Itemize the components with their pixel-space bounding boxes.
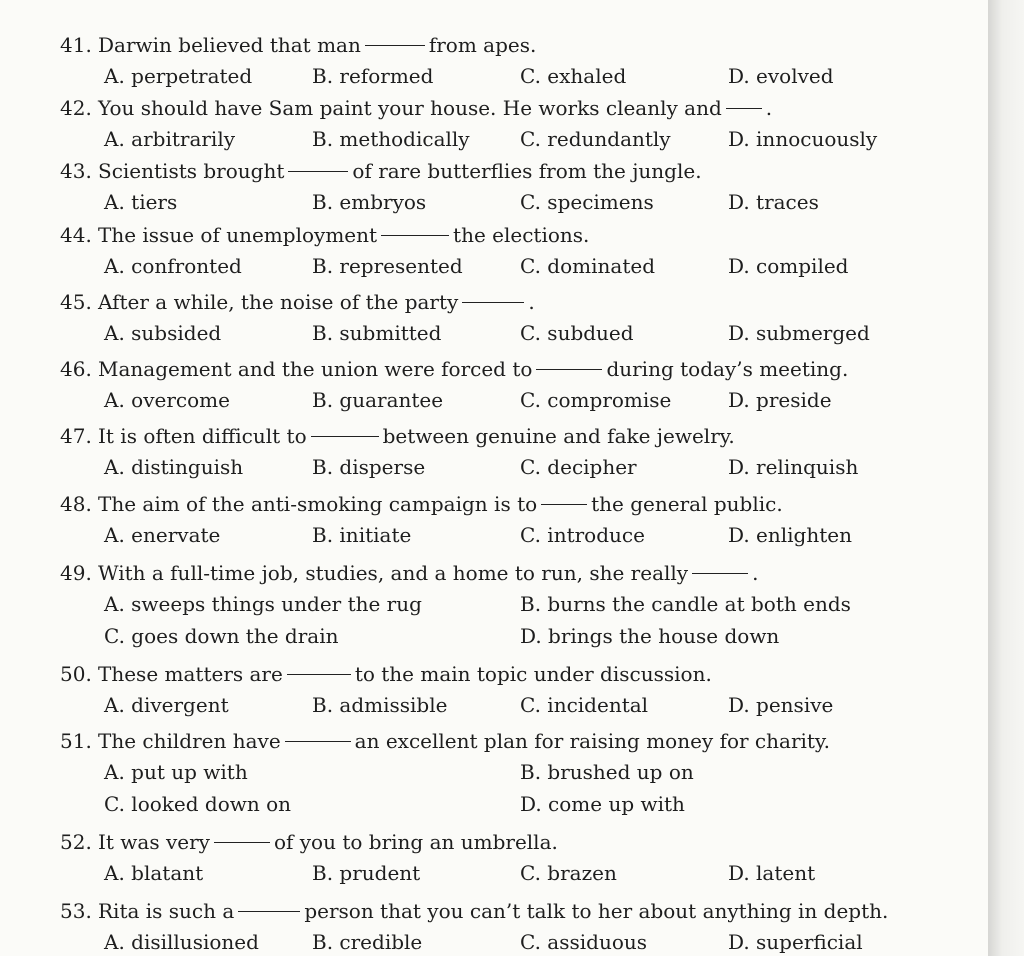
option-b: B. disperse xyxy=(312,455,426,479)
answer-blank xyxy=(365,45,425,46)
stem-before-blank: The aim of the anti-smoking campaign is to xyxy=(98,492,538,516)
option-a: A. divergent xyxy=(104,693,229,717)
answer-blank xyxy=(381,235,449,236)
stem-before-blank: The children have xyxy=(98,729,281,753)
options-row xyxy=(60,519,960,551)
option-c: C. specimens xyxy=(520,190,654,214)
stem-after-blank: . xyxy=(752,561,759,585)
options-block xyxy=(60,756,960,820)
option-c: C. assiduous xyxy=(520,930,648,954)
stem-before-blank: Rita is such a xyxy=(98,899,235,923)
options-row xyxy=(60,384,960,416)
options-block xyxy=(60,588,960,652)
option-c: C. decipher xyxy=(520,455,637,479)
option-d: D. preside xyxy=(728,388,832,412)
option-c: C. goes down the drain xyxy=(104,624,339,648)
question-46 xyxy=(60,354,960,416)
options-row xyxy=(60,123,960,155)
question-stem xyxy=(60,421,960,451)
option-c: C. redundantly xyxy=(520,127,671,151)
option-a: A. confronted xyxy=(104,254,242,278)
stem-after-blank: from apes. xyxy=(428,33,537,57)
stem-after-blank: to the main topic under discussion. xyxy=(354,662,712,686)
answer-blank xyxy=(287,674,351,675)
stem-after-blank: an excellent plan for raising money for charity. xyxy=(354,729,830,753)
question-stem xyxy=(60,354,960,384)
question-number: 53. xyxy=(60,899,92,923)
answer-blank xyxy=(462,302,524,303)
options-row xyxy=(60,250,960,282)
option-d: D. submerged xyxy=(728,321,870,345)
option-b: B. represented xyxy=(312,254,463,278)
stem-before-blank: You should have Sam paint your house. He works cleanly and xyxy=(98,96,722,120)
answer-blank xyxy=(726,108,762,109)
page-edge-shadow xyxy=(988,0,1024,956)
question-stem xyxy=(60,30,960,60)
option-d: D. pensive xyxy=(728,693,834,717)
stem-after-blank: . xyxy=(528,290,535,314)
option-a: A. distinguish xyxy=(104,455,244,479)
option-d: D. traces xyxy=(728,190,819,214)
option-c: C. introduce xyxy=(520,523,645,547)
option-b: B. prudent xyxy=(312,861,421,885)
answer-blank xyxy=(311,436,379,437)
stem-before-blank: Scientists brought xyxy=(98,159,285,183)
stem-before-blank: These matters are xyxy=(98,662,283,686)
option-d: D. superficial xyxy=(728,930,863,954)
stem-after-blank: the general public. xyxy=(591,492,783,516)
question-stem xyxy=(60,726,960,756)
question-number: 47. xyxy=(60,424,92,448)
stem-before-blank: It was very xyxy=(98,830,210,854)
question-number: 50. xyxy=(60,662,92,686)
stem-before-blank: Darwin believed that man xyxy=(98,33,361,57)
stem-before-blank: With a full-time job, studies, and a home to run, she really xyxy=(98,561,689,585)
question-44 xyxy=(60,220,960,282)
option-a: A. overcome xyxy=(104,388,230,412)
question-49 xyxy=(60,558,960,652)
option-d: D. latent xyxy=(728,861,816,885)
answer-blank xyxy=(285,741,351,742)
question-stem xyxy=(60,287,960,317)
question-number: 52. xyxy=(60,830,92,854)
option-a: A. blatant xyxy=(104,861,204,885)
question-48 xyxy=(60,489,960,551)
option-c: C. incidental xyxy=(520,693,649,717)
option-a: A. tiers xyxy=(104,190,178,214)
option-a: A. perpetrated xyxy=(104,64,253,88)
answer-blank xyxy=(238,911,300,912)
option-c: C. exhaled xyxy=(520,64,627,88)
question-stem xyxy=(60,93,960,123)
answer-blank xyxy=(536,369,602,370)
options-row xyxy=(60,689,960,721)
question-number: 46. xyxy=(60,357,92,381)
question-number: 43. xyxy=(60,159,92,183)
option-c: C. looked down on xyxy=(104,792,292,816)
option-d: D. brings the house down xyxy=(520,624,780,648)
question-stem xyxy=(60,558,960,588)
question-number: 44. xyxy=(60,223,92,247)
option-b: B. brushed up on xyxy=(520,760,694,784)
stem-after-blank: of you to bring an umbrella. xyxy=(273,830,558,854)
options-row xyxy=(60,926,960,956)
question-41 xyxy=(60,30,960,92)
question-number: 49. xyxy=(60,561,92,585)
option-d: D. enlighten xyxy=(728,523,852,547)
options-row xyxy=(60,317,960,349)
option-d: D. come up with xyxy=(520,792,685,816)
question-number: 45. xyxy=(60,290,92,314)
question-stem xyxy=(60,156,960,186)
question-47 xyxy=(60,421,960,483)
option-b: B. burns the candle at both ends xyxy=(520,592,851,616)
option-c: C. subdued xyxy=(520,321,634,345)
options-row xyxy=(60,451,960,483)
option-a: A. arbitrarily xyxy=(104,127,236,151)
question-51 xyxy=(60,726,960,820)
option-b: B. submitted xyxy=(312,321,442,345)
stem-after-blank: of rare butterflies from the jungle. xyxy=(352,159,702,183)
option-d: D. evolved xyxy=(728,64,834,88)
option-a: A. enervate xyxy=(104,523,221,547)
question-number: 51. xyxy=(60,729,92,753)
stem-after-blank: the elections. xyxy=(453,223,590,247)
stem-before-blank: Management and the union were forced to xyxy=(98,357,533,381)
question-50 xyxy=(60,659,960,721)
option-d: D. compiled xyxy=(728,254,849,278)
question-stem xyxy=(60,827,960,857)
option-c: C. brazen xyxy=(520,861,617,885)
option-b: B. admissible xyxy=(312,693,448,717)
stem-before-blank: It is often difficult to xyxy=(98,424,307,448)
option-a: A. put up with xyxy=(104,760,248,784)
option-c: C. dominated xyxy=(520,254,655,278)
option-a: A. disillusioned xyxy=(104,930,259,954)
stem-after-blank: during today’s meeting. xyxy=(606,357,849,381)
question-stem xyxy=(60,220,960,250)
option-a: A. subsided xyxy=(104,321,222,345)
option-b: B. reformed xyxy=(312,64,434,88)
option-d: D. relinquish xyxy=(728,455,859,479)
question-45 xyxy=(60,287,960,349)
option-b: B. initiate xyxy=(312,523,412,547)
option-d: D. innocuously xyxy=(728,127,878,151)
answer-blank xyxy=(288,171,348,172)
answer-blank xyxy=(541,504,587,505)
stem-before-blank: After a while, the noise of the party xyxy=(98,290,459,314)
option-b: B. credible xyxy=(312,930,423,954)
question-number: 41. xyxy=(60,33,92,57)
stem-after-blank: between genuine and fake jewelry. xyxy=(382,424,735,448)
question-42 xyxy=(60,93,960,155)
question-53 xyxy=(60,896,960,956)
option-a: A. sweeps things under the rug xyxy=(104,592,422,616)
options-row xyxy=(60,60,960,92)
question-52 xyxy=(60,827,960,889)
option-b: B. embryos xyxy=(312,190,427,214)
question-stem xyxy=(60,896,960,926)
question-stem xyxy=(60,659,960,689)
options-row xyxy=(60,857,960,889)
answer-blank xyxy=(214,842,270,843)
option-b: B. methodically xyxy=(312,127,470,151)
stem-after-blank: . xyxy=(765,96,773,120)
options-row xyxy=(60,186,960,218)
question-number: 42. xyxy=(60,96,92,120)
answer-blank xyxy=(692,573,748,574)
stem-after-blank: person that you can’t talk to her about anything in depth. xyxy=(304,899,889,923)
stem-before-blank: The issue of unemployment xyxy=(98,223,378,247)
option-b: B. guarantee xyxy=(312,388,444,412)
question-number: 48. xyxy=(60,492,92,516)
question-43 xyxy=(60,156,960,218)
question-stem xyxy=(60,489,960,519)
option-c: C. compromise xyxy=(520,388,672,412)
